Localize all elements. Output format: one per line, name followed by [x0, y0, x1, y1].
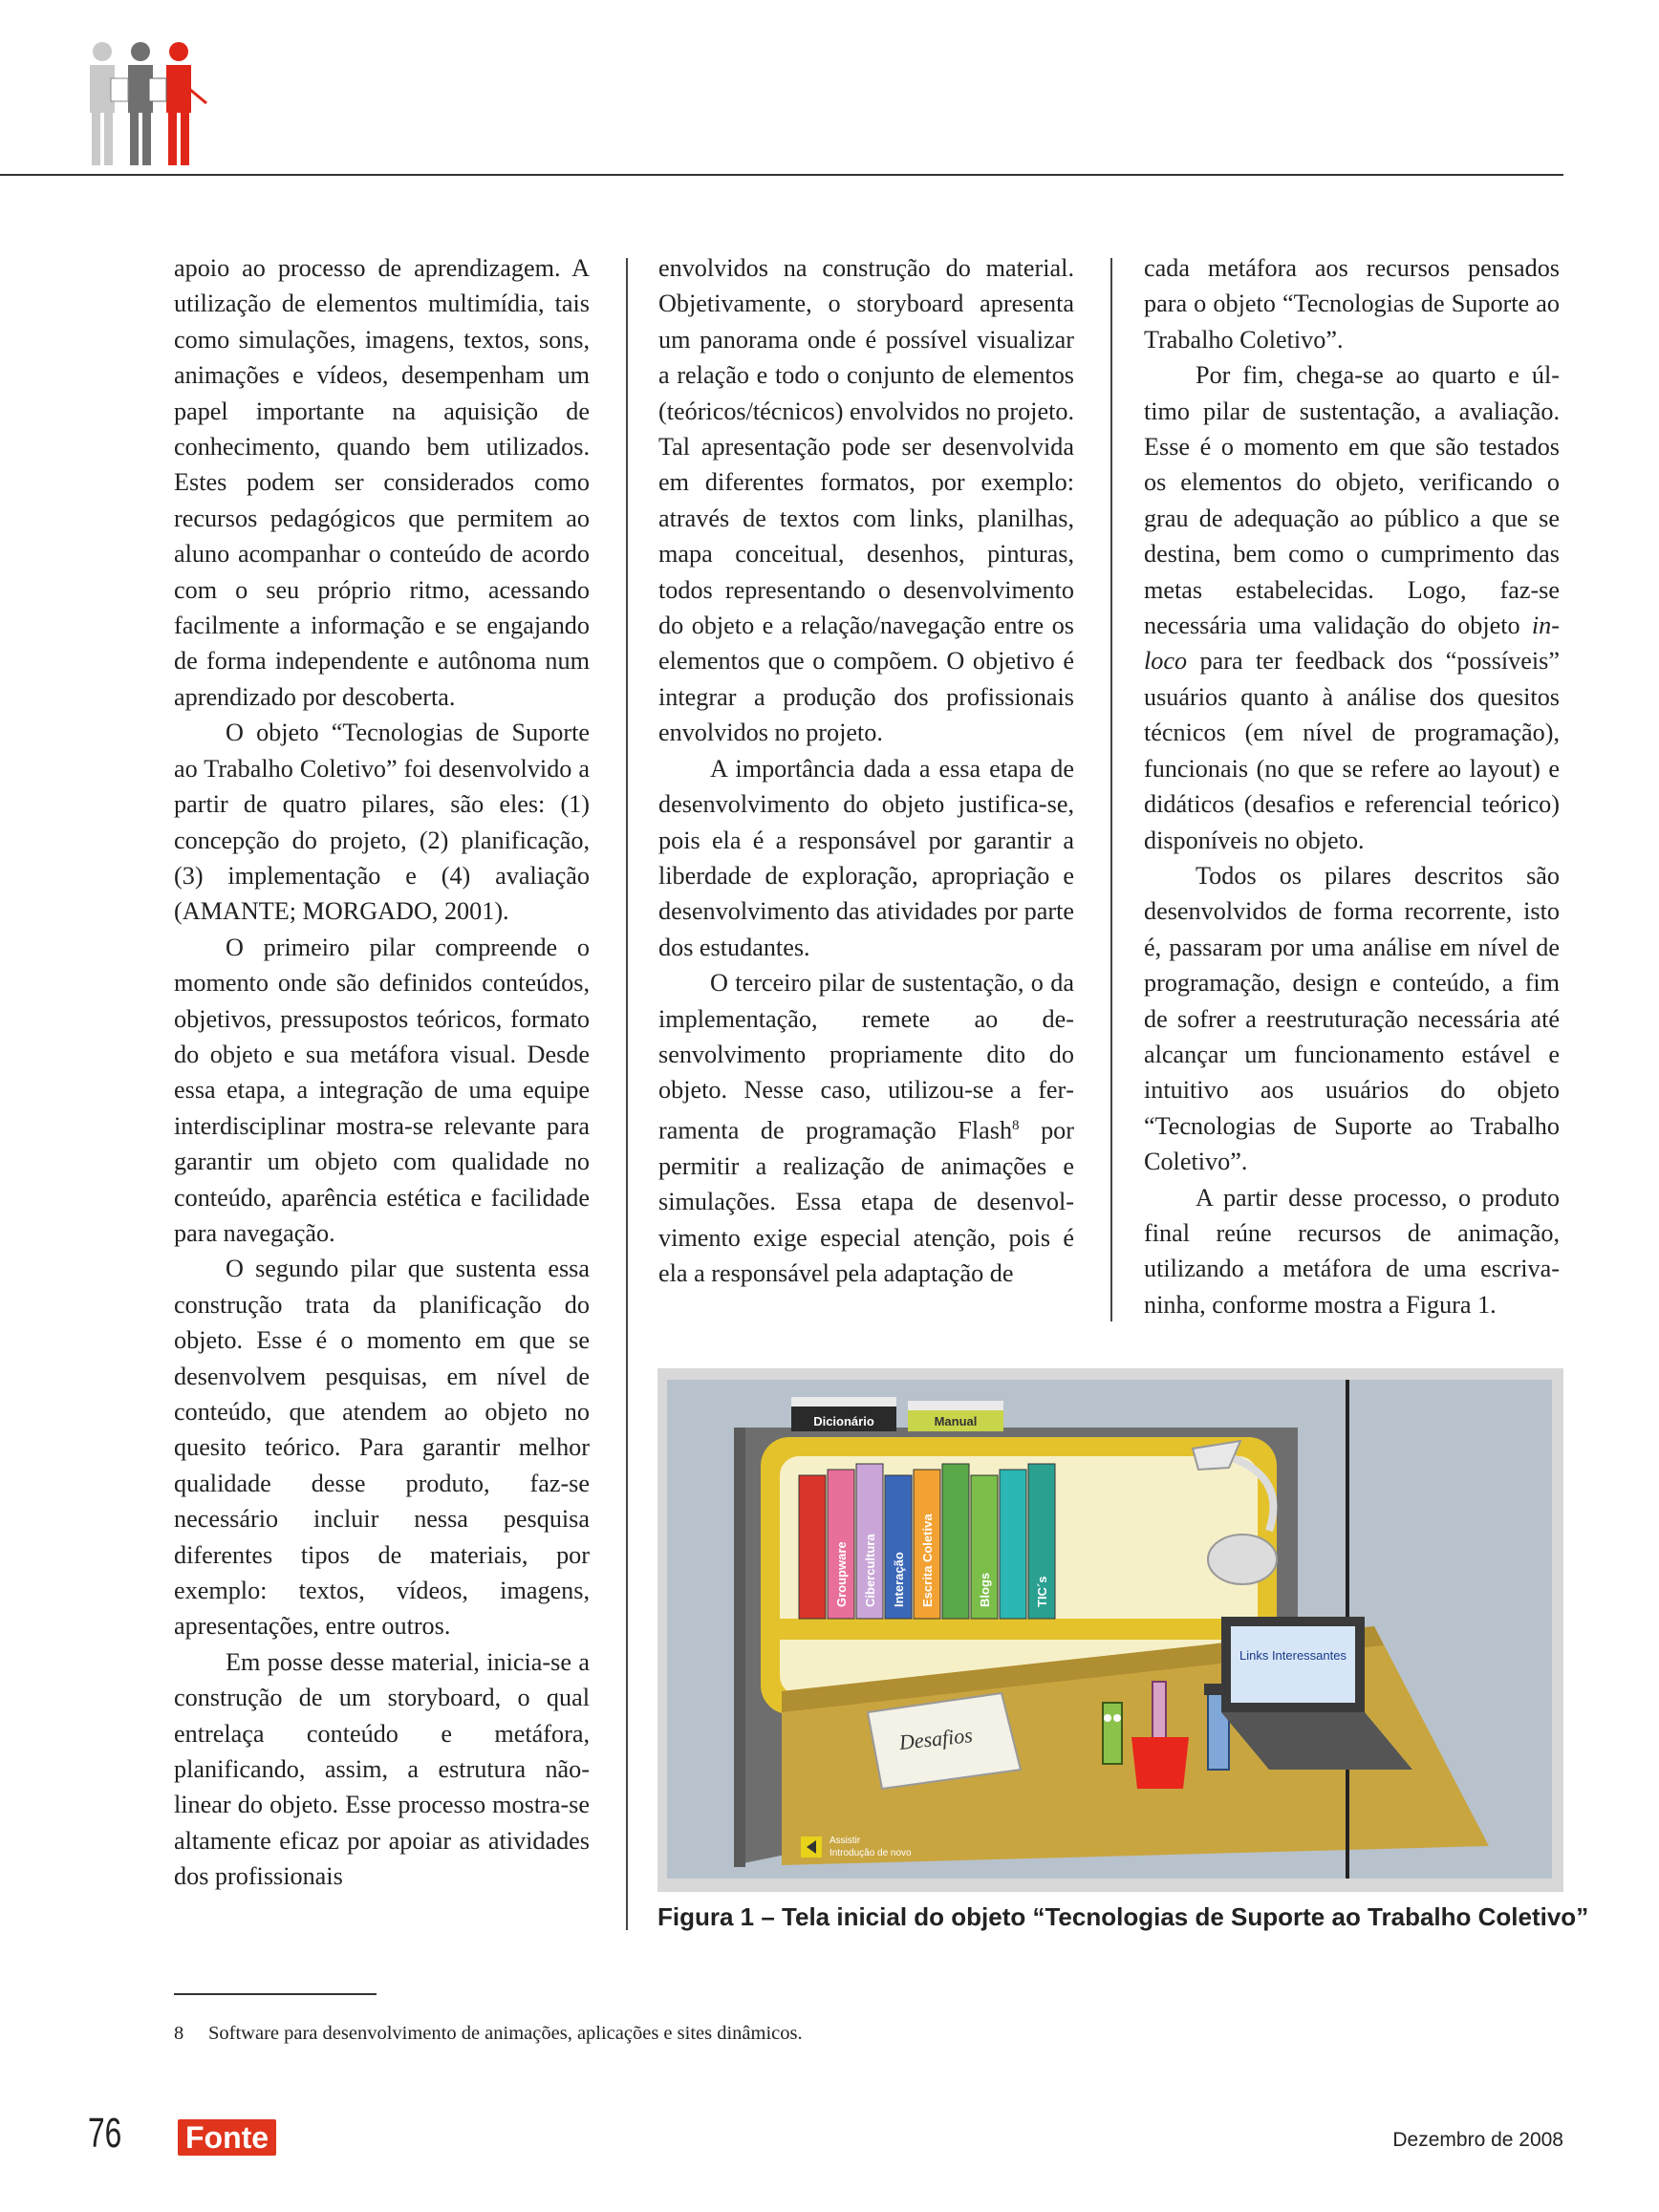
top-book-label: Dicionário: [813, 1414, 874, 1428]
paragraph: [1144, 357, 1560, 858]
shelf-book[interactable]: [1028, 1464, 1055, 1619]
header-rule: [0, 174, 1563, 176]
figure-caption: Figura 1 – Tela inicial do objeto “Tecnologias de Suporte ao Trabalho Coletivo”: [657, 1902, 1589, 1931]
shelf-book[interactable]: [799, 1475, 826, 1619]
book-label: Groupware: [834, 1541, 849, 1607]
top-book-dictionary[interactable]: [791, 1397, 896, 1431]
text-column-1: [174, 250, 590, 1895]
book-label: Blogs: [978, 1572, 992, 1607]
paragraph-text: O terceiro pilar de sustentação, o da implementação, remete ao desenvolvimento propriamente dito do objeto. Nesse caso, utilizou-se a ferramenta de programação Flash: [658, 969, 1074, 1145]
pencil-character-icon[interactable]: [1103, 1703, 1122, 1764]
assist-sublabel: Introdução de novo: [830, 1848, 912, 1858]
shelf-book[interactable]: [1000, 1470, 1026, 1619]
text-column-2: [658, 250, 1074, 1292]
notebook-label: Desafios: [897, 1723, 974, 1754]
people-logo-icon: [76, 40, 220, 169]
shelf-book[interactable]: [885, 1475, 912, 1619]
paragraph: cada metáfora aos recursos pensados para o objeto “Tecnologias de Suporte ao Trabalho Coletivo”.: [1144, 254, 1560, 354]
paragraph: Todos os pilares descritos são desenvolvidos de forma recorrente, isto é, passaram por uma análise em nível de programação, design e conteúdo, a fim de sofrer a reestruturação necessária até alcançar um funcionamento estável e intuitivo aos usuários do objeto “Tecnologias de Suporte ao Trabalho Coletivo”.: [1144, 861, 1560, 1176]
magazine-logo: Fonte: [178, 2119, 276, 2156]
paragraph: [658, 965, 1074, 1291]
text-column-3: [1144, 250, 1560, 1322]
page-number: 76: [88, 2110, 122, 2157]
paragraph-text: para ter feedback dos “possíveis” usuários quanto à análise dos quesitos técnicos (em nível de programação), funcionais (no que se refere ao layout) e didáticos (desafios e referencial teórico) disponíveis no objeto.: [1144, 647, 1560, 854]
book-label: Escrita Coletiva: [920, 1514, 935, 1607]
column-divider: [1110, 258, 1112, 1321]
paragraph: A importância dada a essa etapa de desenvolvimento do objeto justifica-se, pois ela é a responsável por garantir a liberdade de exploração, apropriação e desenvolvimento das atividades por parte dos estudantes.: [658, 754, 1074, 961]
footnote: [174, 2023, 803, 2045]
italic-term: in-loco: [1144, 612, 1560, 676]
top-book-label: Manual: [934, 1414, 978, 1428]
paragraph: Em posse desse material, inicia-se a construção de um storyboard, o qual entrelaça conteúdo e metáfora, planificando, assim, a estrutura não-linear do objeto. Esse processo mostra-se altamente eficaz por apoiar as atividades dos profissionais: [174, 1647, 590, 1891]
issue-date: Dezembro de 2008: [1392, 2129, 1563, 2151]
book-label: Interação: [892, 1552, 906, 1607]
laptop-screen-label: Links Interessantes: [1239, 1648, 1347, 1663]
book-spine: [799, 1475, 826, 1619]
paragraph-text: por permitir a realização de animações e simulações. Essa etapa de desenvolvimento exige especial atenção, pois é ela a responsável pela adaptação de: [658, 1116, 1074, 1288]
shelf-book[interactable]: [914, 1470, 940, 1619]
desk-illustration: [657, 1368, 1563, 1892]
assist-label: Assistir: [830, 1836, 861, 1846]
top-book-manual[interactable]: [908, 1401, 1003, 1431]
figure-1: [657, 1368, 1563, 1892]
paragraph: O objeto “Tecnologias de Suporte ao Trabalho Coletivo” foi desenvolvido a partir de quatro pilares, são eles: (1) concepção do projeto, (2) planificação, (3) implementação e (4) avaliação (AMANTE; MORGADO, 2001).: [174, 719, 590, 926]
book-spine: [1000, 1470, 1026, 1619]
footnote-rule: [174, 1993, 377, 1995]
book-label: Cibercultura: [863, 1534, 877, 1607]
column-divider: [626, 258, 628, 1930]
book-spine: [942, 1464, 969, 1619]
shelf-book[interactable]: [856, 1464, 883, 1619]
footnote-number: 8: [174, 2023, 184, 2044]
paragraph: A partir desse processo, o produto final reúne recursos de animação, utilizando a metáfora de uma escrivaninha, conforme mostra a Figura 1.: [1144, 1183, 1560, 1319]
footnote-text: Software para desenvolvimento de animações, aplicações e sites dinâmicos.: [208, 2023, 803, 2044]
paragraph: O primeiro pilar compreende o momento onde são definidos conteúdos, objetivos, pressupostos teóricos, formato do objeto e sua metáfora visual. Desde essa etapa, a integração de uma equipe interdisciplinar mostra-se relevante para garantir um objeto com qualidade no conteúdo, aparência estética e facilidade para navegação.: [174, 933, 590, 1247]
book-label: TIC´s: [1035, 1576, 1049, 1607]
paragraph-text: Por fim, chega-se ao quarto e último pilar de sustentação, a avaliação. Esse é o momento em que são testados os elementos do objeto, verificando o grau de adequação ao público a que se destina, bem como o cumprimento das metas estabelecidas. Logo, faz-se necessária uma validação do objeto: [1144, 361, 1560, 640]
paragraph: O segundo pilar que sustenta essa construção trata da planificação do objeto. Esse é o momento em que se desenvolvem pesquisas, em nível de conteúdo, que atendem ao objeto no quesito teórico. Para garantir melhor qualidade desse produto, faz-se necessário incluir nessa pesquisa diferentes tipos de materiais, por exemplo: textos, vídeos, imagens, apresentações, entre outros.: [174, 1255, 590, 1641]
paragraph: apoio ao processo de aprendizagem. A utilização de elementos multimídia, tais como simulações, imagens, textos, sons, animações e vídeos, desempenham um papel importante na aquisição de conhecimento, quando bem utilizados. Estes podem ser considerados como recursos pedagógicos que permitem ao aluno acompanhar o conteúdo de acordo com o seu próprio ritmo, acessando facilmente a informação e se engajando de forma independente e autônoma num aprendizado por descoberta.: [174, 254, 590, 711]
footnote-marker: 8: [1012, 1117, 1020, 1133]
shelf-book[interactable]: [971, 1475, 998, 1619]
shelf-book[interactable]: [828, 1470, 854, 1619]
shelf-book[interactable]: [942, 1464, 969, 1619]
bookshelf: [799, 1464, 1055, 1619]
paragraph: envolvidos na construção do material. Objetivamente, o storyboard apresenta um panorama onde é possível visualizar a relação e todo o conjunto de elementos (teóricos/técnicos) envolvidos no projeto. Tal apresentação pode ser desenvolvida em diferentes formatos, por exemplo: através de textos com links, planilhas, mapa conceitual, desenhos, pinturas, todos representando o desenvolvimento do objeto e a relação/navegação entre os elementos que o compõem. O objetivo é integrar a produção dos profissionais envolvidos no projeto.: [658, 254, 1074, 747]
